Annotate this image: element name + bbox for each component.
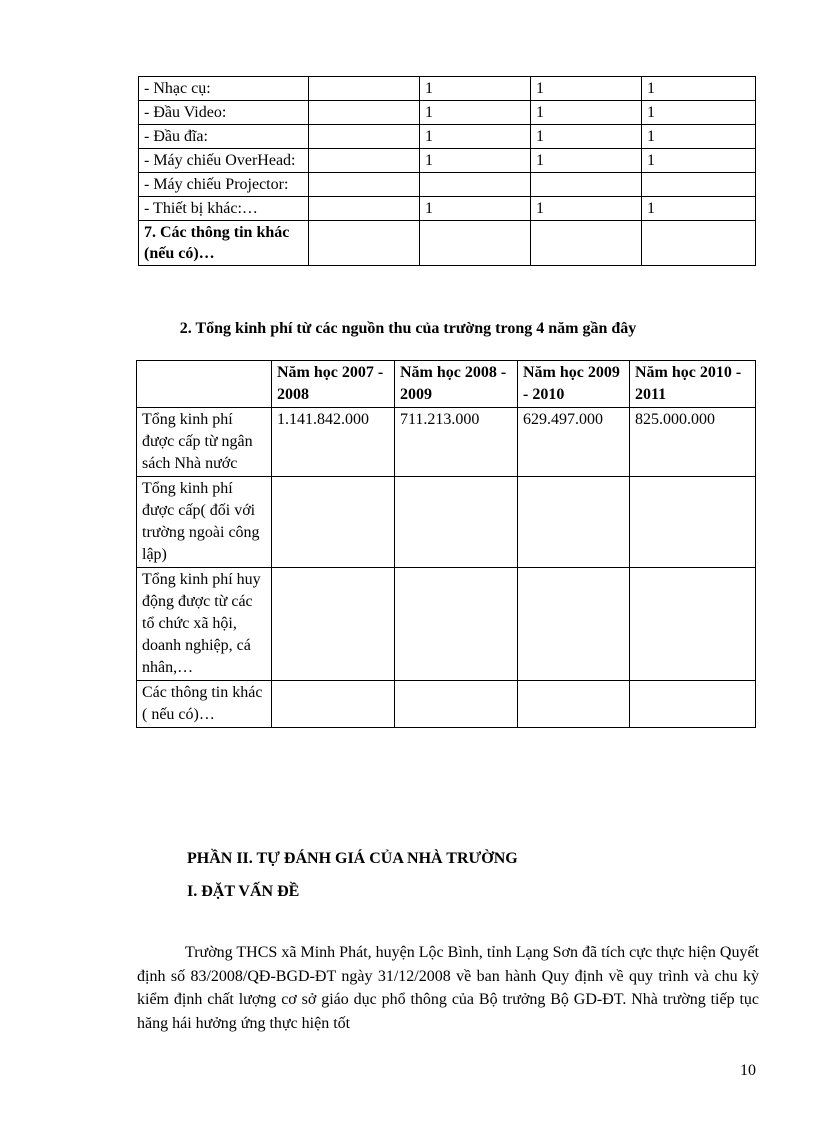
- table-cell: 1: [531, 77, 642, 101]
- row-label: - Đầu Video:: [139, 101, 309, 125]
- table-cell: 1: [420, 125, 531, 149]
- table-cell: [420, 221, 531, 266]
- funding-heading: 2. Tổng kinh phí từ các nguồn thu của trường trong 4 năm gần đây: [179, 320, 637, 337]
- table-cell: 1: [642, 77, 756, 101]
- table-cell: [531, 173, 642, 197]
- table-cell: 1: [531, 197, 642, 221]
- table-cell: [518, 681, 630, 728]
- table-cell: [309, 101, 420, 125]
- table-row: [139, 221, 756, 266]
- table-cell: 1: [642, 197, 756, 221]
- table-row: [137, 408, 756, 477]
- table-cell: 629.497.000: [518, 408, 630, 477]
- table-cell: [272, 477, 395, 568]
- table-cell: [272, 568, 395, 681]
- table-cell: 1: [420, 77, 531, 101]
- table-cell: 711.213.000: [395, 408, 518, 477]
- table-row: [139, 197, 756, 221]
- table-cell: 1.141.842.000: [272, 408, 395, 477]
- table-row: [139, 149, 756, 173]
- row-label: - Máy chiếu OverHead:: [139, 149, 309, 173]
- table-cell: 1: [642, 101, 756, 125]
- part-title: PHẦN II. TỰ ĐÁNH GIÁ CỦA NHÀ TRƯỜNG: [187, 850, 518, 867]
- table-row: [137, 681, 756, 728]
- row-label: Tổng kinh phí được cấp( đối với trường ngoài công lập): [137, 477, 272, 568]
- table-cell: [309, 197, 420, 221]
- column-header: Năm học 2008 - 2009: [395, 361, 518, 408]
- table-header-row: [137, 361, 756, 408]
- equipment-table: [138, 76, 756, 266]
- table-row: [137, 568, 756, 681]
- table-cell: [309, 149, 420, 173]
- table-cell: 1: [531, 125, 642, 149]
- row-label: Tổng kinh phí được cấp từ ngân sách Nhà nước: [137, 408, 272, 477]
- row-label: - Đầu đĩa:: [139, 125, 309, 149]
- table-cell: 1: [531, 149, 642, 173]
- table-cell: [395, 568, 518, 681]
- table-cell: 1: [642, 149, 756, 173]
- table-cell: [272, 681, 395, 728]
- column-header: Năm học 2010 - 2011: [630, 361, 756, 408]
- row-label: - Nhạc cụ:: [139, 77, 309, 101]
- corner-cell: [137, 361, 272, 408]
- table-cell: [395, 681, 518, 728]
- row-label: - Thiết bị khác:…: [139, 197, 309, 221]
- table-cell: [518, 568, 630, 681]
- table-cell: [420, 173, 531, 197]
- table-cell: 1: [420, 101, 531, 125]
- page-number: 10: [740, 1062, 756, 1079]
- table-cell: [630, 681, 756, 728]
- table-cell: [630, 568, 756, 681]
- table-cell: [309, 173, 420, 197]
- table-cell: [309, 77, 420, 101]
- row-label: Tổng kinh phí huy động được từ các tổ chức xã hội, doanh nghiệp, cá nhân,…: [137, 568, 272, 681]
- table-cell: [395, 477, 518, 568]
- table-row: [139, 125, 756, 149]
- table-cell: [642, 173, 756, 197]
- column-header: Năm học 2007 - 2008: [272, 361, 395, 408]
- row-label: - Máy chiếu Projector:: [139, 173, 309, 197]
- table-cell: 1: [420, 149, 531, 173]
- row-label: 7. Các thông tin khác (nếu có)…: [139, 221, 309, 266]
- table-cell: [309, 221, 420, 266]
- table-cell: [309, 125, 420, 149]
- table-cell: [630, 477, 756, 568]
- table-cell: 825.000.000: [630, 408, 756, 477]
- table-row: [137, 477, 756, 568]
- table-cell: [531, 221, 642, 266]
- table-cell: [642, 221, 756, 266]
- table-row: [139, 101, 756, 125]
- funding-table: [136, 360, 756, 728]
- table-row: [139, 77, 756, 101]
- table-cell: 1: [531, 101, 642, 125]
- row-label: Các thông tin khác ( nếu có)…: [137, 681, 272, 728]
- section-title: I. ĐẶT VẤN ĐỀ: [187, 883, 300, 900]
- table-row: [139, 173, 756, 197]
- table-cell: [518, 477, 630, 568]
- table-cell: 1: [420, 197, 531, 221]
- table-cell: 1: [642, 125, 756, 149]
- body-paragraph: Trường THCS xã Minh Phát, huyện Lộc Bình, tỉnh Lạng Sơn đã tích cực thực hiện Quyết định số 83/2008/QĐ-BGD-ĐT ngày 31/12/2008 về ban hành Quy định về quy trình và chu kỳ kiểm định chất lượng cơ sở giáo dục phổ thông của Bộ trưởng Bộ GD-ĐT. Nhà trường tiếp tục hăng hái hưởng ứng thực hiện tốt: [137, 944, 759, 1032]
- column-header: Năm học 2009 - 2010: [518, 361, 630, 408]
